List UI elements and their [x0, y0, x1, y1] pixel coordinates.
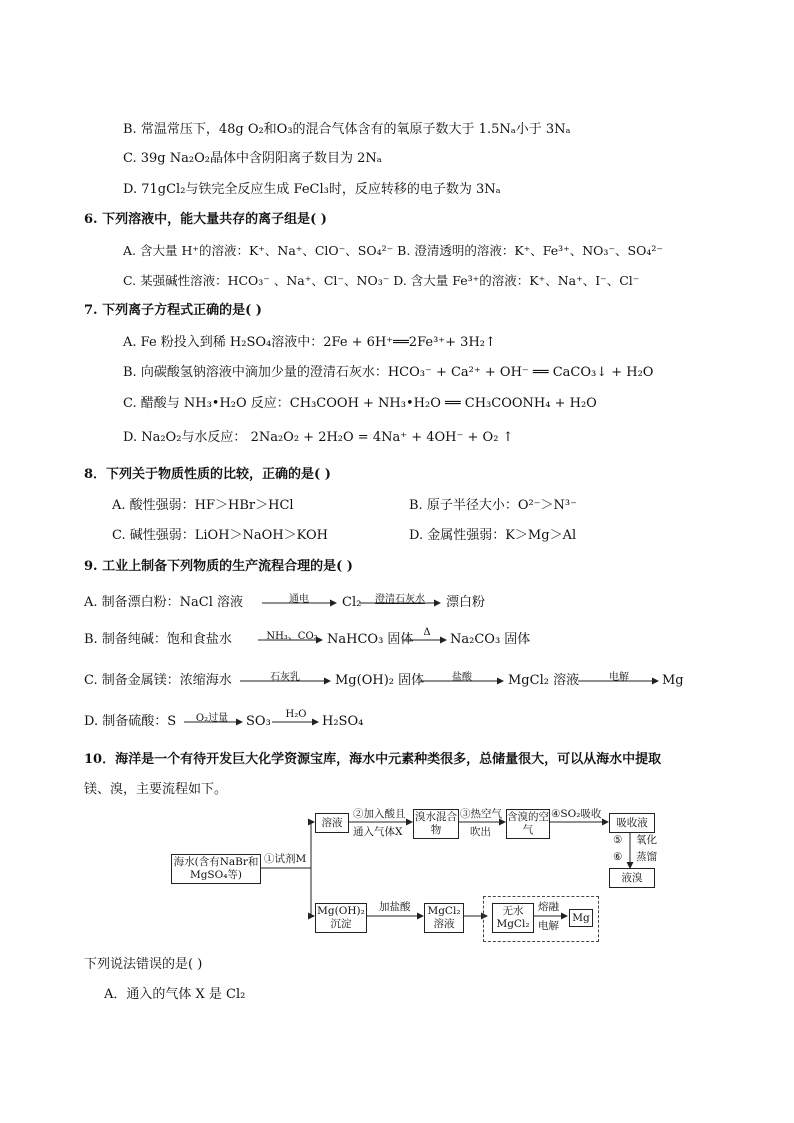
q10-mgcl-solution-box: MgCl₂溶液 — [424, 903, 464, 933]
q8-stem: 8．下列关于物质性质的比较，正确的是( ) — [84, 467, 331, 482]
q10-step6-num: ⑥ — [613, 851, 623, 863]
q5-option-b: B. 常温常压下，48g O₂和O₃的混合气体含有的氧原子数大于 1.5Nₐ小于 3Nₐ — [123, 122, 571, 137]
q9d-mid: SO₃ — [246, 714, 271, 729]
q9c-end: Mg — [662, 673, 684, 688]
q7-option-b: B. 向碳酸氢钠溶液中滴加少量的澄清石灰水：HCO₃⁻ + Ca²⁺ + OH⁻ ══ CaCO₃↓ + H₂O — [123, 365, 654, 380]
q6-stem: 6. 下列溶液中，能大量共存的离子组是( ) — [84, 212, 327, 227]
q9d-end: H₂SO₄ — [322, 714, 364, 729]
q10-step3a-label: ③热空气 — [460, 808, 502, 820]
q10-step1-label: ①试剂M — [264, 853, 307, 865]
q9b-arrow1-label: NH₃、CO₂ — [266, 631, 318, 642]
q10-melt-label: 熔融 — [538, 901, 559, 913]
q9b-end: Na₂CO₃ 固体 — [450, 632, 531, 647]
q9d-start: D. 制备硫酸：S — [84, 714, 177, 729]
q8-option-d: D. 金属性强弱：K＞Mg＞Al — [409, 528, 577, 543]
q5-option-d: D. 71gCl₂与铁完全反应生成 FeCl₃时，反应转移的电子数为 3Nₐ — [123, 182, 501, 197]
q10-bromine-mixture-box: 溴水混合物 — [413, 809, 459, 839]
q6-options-ab: A. 含大量 H⁺的溶液：K⁺、Na⁺、ClO⁻、SO₄²⁻ B. 澄清透明的溶液：K⁺、Fe³⁺、NO₃⁻、SO₄²⁻ — [123, 243, 663, 258]
q9b-arrow2-label: Δ — [423, 627, 431, 638]
q9a-end: 漂白粉 — [446, 595, 486, 610]
q9c-mid1: Mg(OH)₂ 固体 — [335, 673, 425, 688]
q9d-arrow2-label: H₂O — [285, 709, 307, 720]
q10-add-hcl-label: 加盐酸 — [379, 901, 411, 913]
q10-step2b-label: 通入气体X — [353, 826, 403, 838]
q10-electrolysis-label: 电解 — [538, 920, 559, 932]
q10-ask: 下列说法错误的是( ) — [84, 957, 203, 972]
q9-stem: 9. 工业上制备下列物质的生产流程合理的是( ) — [84, 559, 353, 574]
q10-step2a-label: ②加入酸且 — [353, 808, 406, 820]
q7-option-c: C. 醋酸与 NH₃•H₂O 反应：CH₃COOH + NH₃•H₂O ══ CH₃COONH₄ + H₂O — [123, 396, 597, 411]
q9c-arrow2-label: 盐酸 — [452, 672, 472, 683]
q9b-mid: NaHCO₃ 固体 — [327, 632, 414, 647]
q9c-start: C. 制备金属镁：浓缩海水 — [84, 673, 232, 688]
q10-liquid-bromine-box: 液溴 — [609, 868, 655, 888]
q10-seawater-box: 海水(含有NaBr和MgSO₄等) — [171, 854, 261, 884]
q9c-mid2: MgCl₂ 溶液 — [508, 673, 580, 688]
q9c-arrow3-label: 电解 — [609, 672, 629, 683]
q9b-start: B. 制备纯碱：饱和食盐水 — [84, 632, 232, 647]
q10-bromine-air-box: 含溴的空气 — [506, 809, 550, 839]
q10-step4-label: ④SO₂吸收 — [551, 808, 602, 820]
q8-option-a: A. 酸性强弱：HF＞HBr＞HCl — [112, 498, 294, 513]
q10-mgoh-box: Mg(OH)₂沉淀 — [315, 903, 367, 933]
q6-options-cd: C. 某强碱性溶液：HCO₃⁻ 、Na⁺、Cl⁻、NO₃⁻ D. 含大量 Fe³⁺的溶液：K⁺、Na⁺、I⁻、Cl⁻ — [123, 273, 640, 288]
q10-step5-label: 氧化 — [636, 834, 657, 846]
q10-step5-num: ⑤ — [613, 834, 623, 846]
q9a-start: A. 制备漂白粉：NaCl 溶液 — [84, 595, 244, 610]
q8-option-c: C. 碱性强弱：LiOH＞NaOH＞KOH — [112, 528, 329, 543]
q7-option-a: A. Fe 粉投入到稀 H₂SO₄溶液中：2Fe + 6H⁺══2Fe³⁺+ 3H₂↑ — [123, 335, 496, 350]
q5-option-c: C. 39g Na₂O₂晶体中含阴阳离子数目为 2Nₐ — [123, 151, 382, 166]
q7-stem: 7. 下列离子方程式正确的是( ) — [84, 303, 262, 318]
q10-solution-box: 溶液 — [315, 813, 349, 833]
q9a-arrow2-label: 澄清石灰水 — [375, 594, 425, 605]
q10-anhydrous-box: 无水MgCl₂ — [492, 903, 534, 933]
q8-option-b: B. 原子半径大小：O²⁻＞N³⁻ — [409, 498, 577, 513]
q10-step6-label: 蒸馏 — [636, 851, 657, 863]
q10-absorption-box: 吸收液 — [609, 813, 655, 833]
q10-step3b-label: 吹出 — [470, 826, 491, 838]
q10-mg-box: Mg — [569, 909, 593, 927]
q10-stem-text: 10．海洋是一个有待开发巨大化学资源宝库，海水中元素种类很多，总储量很大，可以从海水中提取 — [84, 752, 662, 767]
q9a-arrow1-label: 通电 — [289, 594, 309, 605]
q10-option-a: A．通入的气体 X 是 Cl₂ — [104, 987, 246, 1002]
q9c-arrow1-label: 石灰乳 — [270, 672, 300, 683]
q7-option-d: D. Na₂O₂与水反应： 2Na₂O₂ + 2H₂O = 4Na⁺ + 4OH⁻ + O₂ ↑ — [123, 430, 514, 445]
q9d-arrow1-label: O₂过量 — [195, 713, 229, 724]
q10-stem-line2: 镁、溴，主要流程如下。 — [84, 782, 228, 797]
q9a-mid: Cl₂ — [342, 595, 362, 610]
